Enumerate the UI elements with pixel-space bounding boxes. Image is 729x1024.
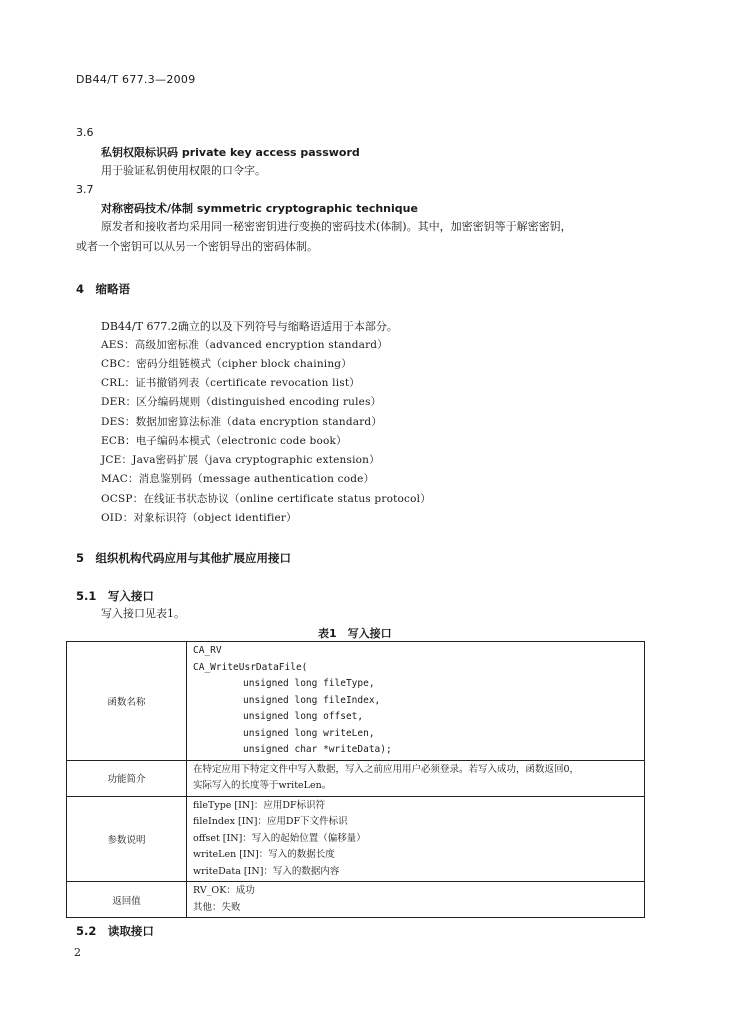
abbr-item: CBC：密码分组链模式（cipher block chaining）: [101, 358, 352, 370]
definition-3-7-line2: 或者一个密钥可以从另一个密钥导出的密码体制。: [76, 240, 318, 253]
signature-line: CA_WriteUsrDataFile(: [193, 661, 308, 673]
table-row: [67, 642, 645, 761]
parameters-cell: [187, 796, 645, 882]
signature-line: CA_RV: [193, 645, 222, 656]
return-line: RV_OK：成功: [193, 885, 255, 896]
abbr-item: OCSP：在线证书状态协议（online certificate status protocol）: [101, 493, 431, 505]
parameter-line: fileType [IN]：应用DF标识符: [193, 799, 326, 811]
term-3-6: 私钥权限标识码 private key access password: [101, 146, 360, 159]
row-label-function-name: 函数名称: [67, 642, 187, 761]
row-label-description: 功能简介: [67, 760, 187, 796]
section-5-1-intro: 写入接口见表1。: [101, 607, 185, 620]
parameter-line: fileIndex [IN]：应用DF下文件标识: [193, 816, 348, 827]
table-row: [67, 796, 645, 882]
clause-number-3-7: 3.7: [76, 183, 94, 196]
signature-param-line: unsigned char *writeData);: [243, 744, 392, 755]
term-3-7: 对称密码技术/体制 symmetric cryptographic technique: [101, 202, 418, 215]
table-caption: 表1 写入接口: [318, 627, 392, 640]
abbr-item: CRL：证书撤销列表（certificate revocation list）: [101, 377, 361, 389]
description-cell: [187, 760, 645, 796]
signature-param-line: unsigned long fileIndex,: [243, 694, 381, 706]
row-label-return-value: 返回值: [67, 882, 187, 918]
document-code: DB44/T 677.3—2009: [76, 73, 196, 86]
page-number: 2: [74, 946, 81, 959]
table-row: [67, 882, 645, 918]
signature-param-line: unsigned long fileType,: [243, 678, 375, 689]
section-5-1-heading: 5.1 写入接口: [76, 589, 154, 603]
signature-param-line: unsigned long offset,: [243, 711, 364, 722]
parameter-line: writeData [IN]：写入的数据内容: [193, 865, 340, 877]
table-row: [67, 760, 645, 796]
abbr-item: MAC：消息鉴别码（message authentication code）: [101, 473, 375, 485]
abbr-item: ECB：电子编码本模式（electronic code book）: [101, 435, 347, 447]
section-5-2-heading: 5.2 读取接口: [76, 924, 154, 938]
write-interface-table: [66, 641, 645, 918]
abbr-item: JCE：Java密码扩展（java cryptographic extension）: [101, 454, 380, 466]
clause-number-3-6: 3.6: [76, 126, 94, 139]
abbr-item: OID：对象标识符（object identifier）: [101, 512, 297, 524]
return-line: 其他：失败: [193, 901, 241, 913]
return-value-cell: [187, 882, 645, 918]
section-4-heading: 4 缩略语: [76, 282, 131, 296]
section-5-heading: 5 组织机构代码应用与其他扩展应用接口: [76, 551, 291, 565]
parameter-line: offset [IN]：写入的起始位置（偏移量）: [193, 832, 366, 844]
abbreviations-intro: DB44/T 677.2确立的以及下列符号与缩略语适用于本部分。: [101, 320, 398, 333]
abbr-item: AES：高级加密标准（advanced encryption standard）: [101, 339, 388, 351]
row-label-parameters: 参数说明: [67, 796, 187, 882]
definition-3-6: 用于验证私钥使用权限的口令字。: [101, 164, 266, 177]
abbr-item: DES：数据加密算法标准（data encryption standard）: [101, 416, 383, 428]
parameter-line: writeLen [IN]：写入的数据长度: [193, 849, 335, 860]
abbr-item: DER：区分编码规则（distinguished encoding rules）: [101, 396, 382, 408]
definition-3-7-line1: 原发者和接收者均采用同一秘密密钥进行变换的密码技术(体制)。其中，加密密钥等于解密密钥，: [101, 220, 572, 233]
signature-param-line: unsigned long writeLen,: [243, 727, 375, 739]
description-line: 在特定应用下特定文件中写入数据，写入之前应用用户必须登录。若写入成功，函数返回0，: [193, 763, 580, 775]
function-signature-cell: [187, 642, 645, 761]
description-line: 实际写入的长度等于writeLen。: [193, 780, 332, 791]
